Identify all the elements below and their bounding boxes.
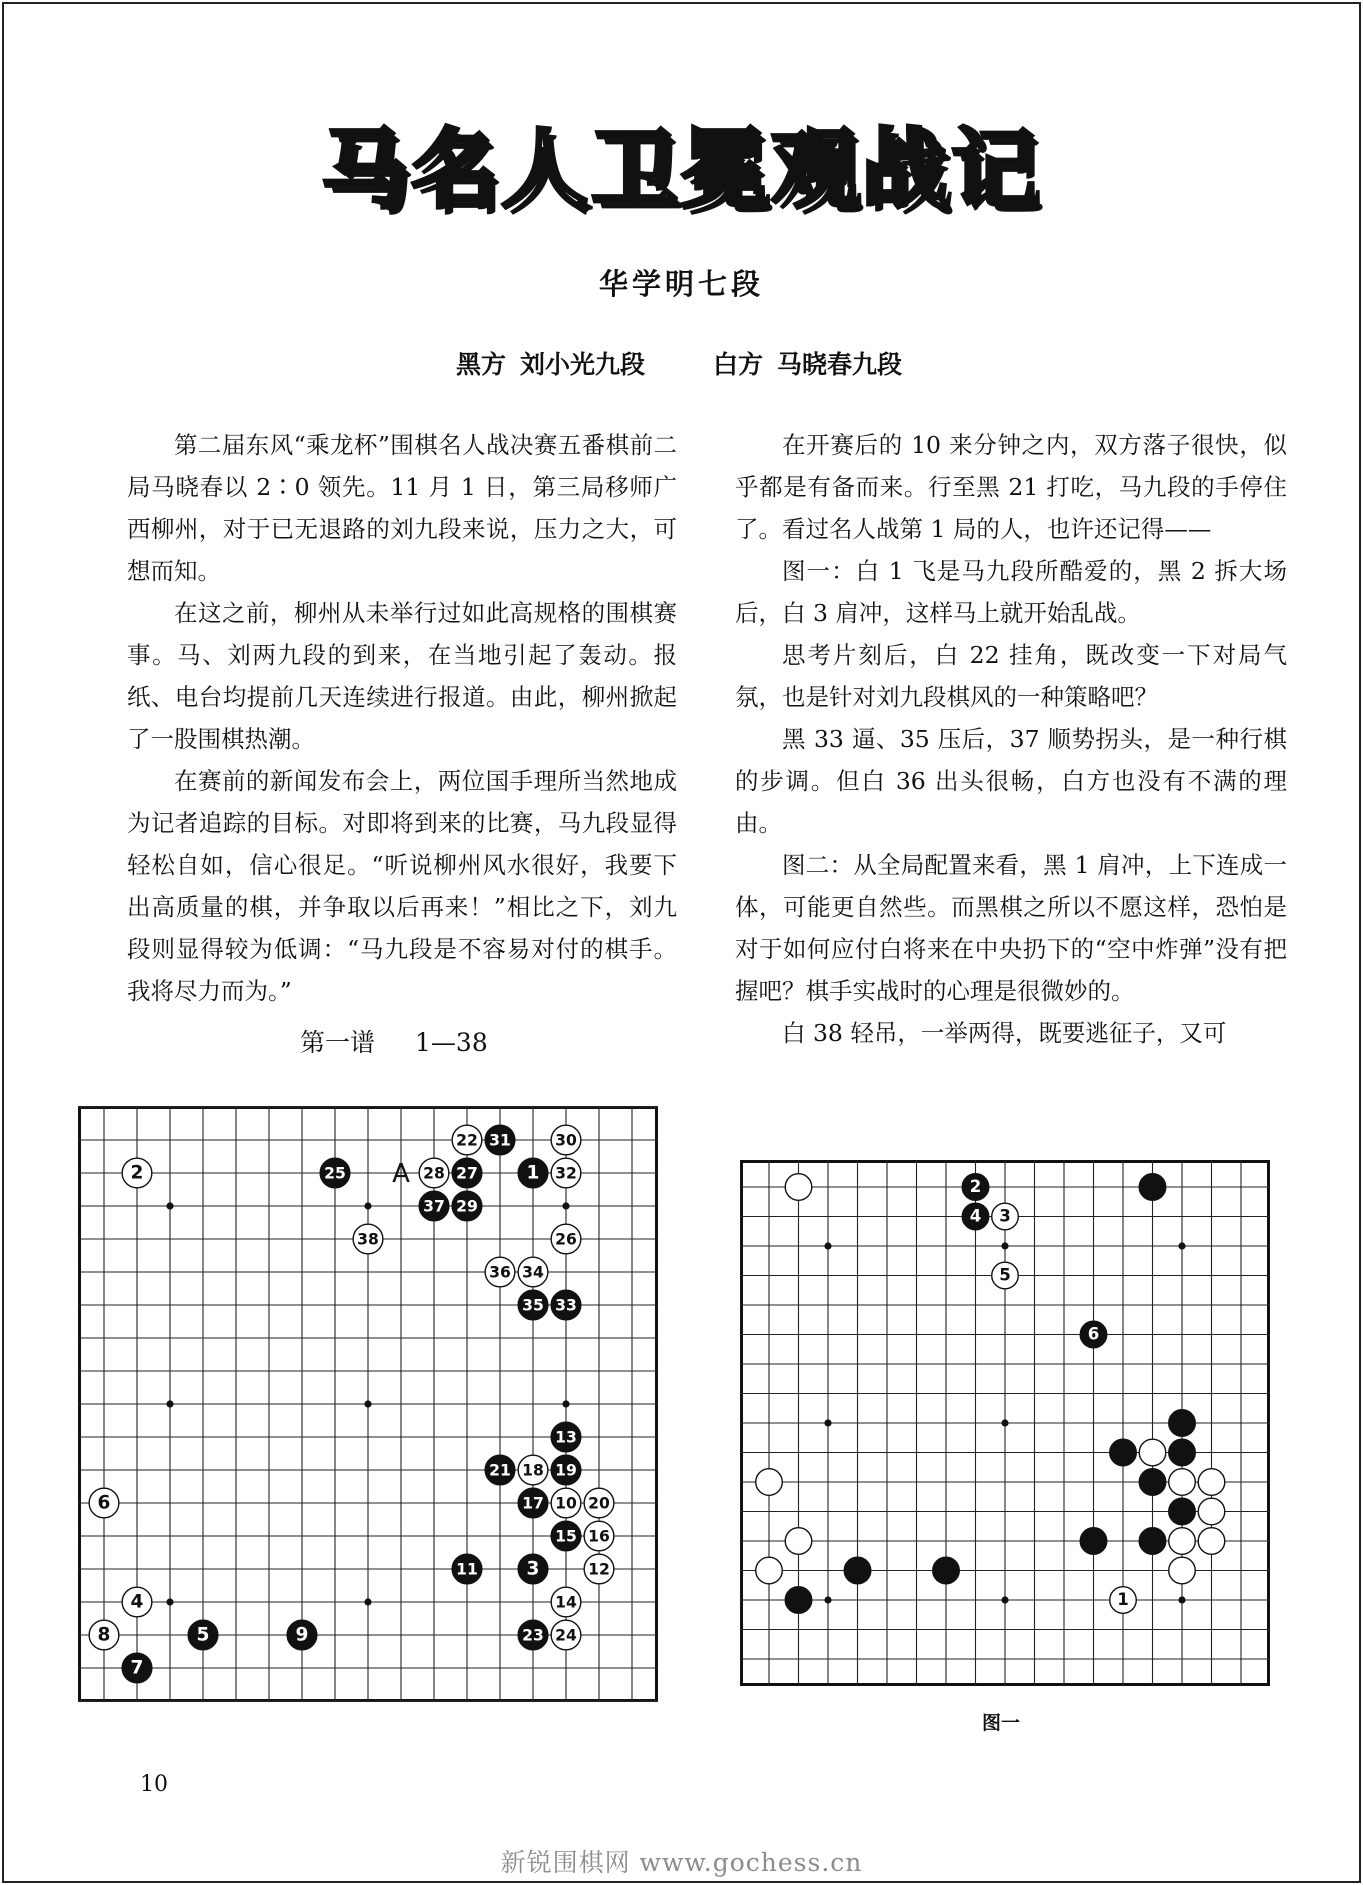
move-number: 5	[196, 1624, 210, 1646]
move-number: 1	[526, 1162, 540, 1184]
move-number: 34	[522, 1263, 544, 1282]
paragraph: 图一：白 1 飞是马九段所酷爱的，黑 2 拆大场后，白 3 肩冲，这样马上就开始乱战。	[735, 557, 1287, 627]
move-number: 24	[555, 1626, 577, 1645]
star-point	[1178, 1242, 1185, 1249]
move-number: 6	[97, 1492, 111, 1514]
move-number: 7	[130, 1657, 144, 1679]
move-number: 12	[588, 1560, 610, 1579]
paragraph: 思考片刻后，白 22 挂角，既改变一下对局气氛，也是针对刘九段棋风的一种策略吧？	[735, 641, 1287, 711]
figure-caption: 图一	[982, 1712, 1021, 1734]
white-stone	[1198, 1528, 1225, 1555]
move-number: 3	[526, 1558, 540, 1580]
move-number: 23	[522, 1626, 544, 1645]
white-stone	[756, 1557, 783, 1584]
move-number: 5	[999, 1265, 1011, 1285]
go-board-record-1	[78, 1106, 658, 1702]
white-label: 白方	[713, 350, 764, 379]
move-number: 13	[555, 1428, 577, 1447]
star-point	[824, 1242, 831, 1249]
players-line	[456, 345, 916, 381]
black-stone	[1169, 1410, 1196, 1437]
white-stone	[785, 1174, 812, 1201]
white-stone	[1169, 1469, 1196, 1496]
go-board-figure-1	[740, 1160, 1270, 1686]
move-number: 37	[423, 1197, 445, 1216]
paragraph: 第二届东风“乘龙杯”围棋名人战决赛五番棋前二局马晓春以 2∶0 领先。11 月 1 日，第三局移师广西柳州，对于已无退路的刘九段来说，压力之大，可想而知。	[127, 431, 677, 585]
star-point	[364, 1598, 371, 1605]
move-number: 14	[555, 1593, 577, 1612]
move-number: 36	[489, 1263, 511, 1282]
black-stone	[1080, 1528, 1107, 1555]
star-point	[1001, 1596, 1008, 1603]
black-stone	[1110, 1439, 1137, 1466]
record-title: 第一谱	[300, 1028, 376, 1057]
move-number: 20	[588, 1494, 610, 1513]
black-stone	[1169, 1439, 1196, 1466]
move-number: 4	[130, 1591, 144, 1613]
paragraph: 在开赛后的 10 来分钟之内，双方落子很快，似乎都是有备而来。行至黑 21 打吃，马九段的手停住了。看过名人战第 1 局的人，也许还记得——	[735, 431, 1287, 543]
move-number: 15	[555, 1527, 577, 1546]
move-number: 30	[555, 1131, 577, 1150]
move-number: 10	[555, 1494, 577, 1513]
move-number: 35	[522, 1296, 544, 1315]
white-stone	[1169, 1528, 1196, 1555]
move-number: 6	[1087, 1324, 1100, 1344]
star-point	[1178, 1596, 1185, 1603]
star-point	[1001, 1242, 1008, 1249]
star-point	[166, 1598, 173, 1605]
move-number: 3	[999, 1206, 1011, 1226]
move-number: 8	[97, 1624, 111, 1646]
move-number: 29	[456, 1197, 478, 1216]
star-point	[562, 1202, 569, 1209]
move-number: 1	[1117, 1589, 1129, 1609]
black-player: 刘小光九段	[520, 350, 646, 379]
black-stone	[1139, 1528, 1166, 1555]
move-number: 18	[522, 1461, 544, 1480]
move-number: 21	[489, 1461, 511, 1480]
star-point	[1001, 1419, 1008, 1426]
move-number: 22	[456, 1131, 478, 1150]
star-point	[364, 1400, 371, 1407]
left-column	[127, 424, 677, 1012]
black-stone	[844, 1557, 871, 1584]
paragraph: 黑 33 逼、35 压后，37 顺势拐头，是一种行棋的步调。但白 36 出头很畅，白方也没有不满的理由。	[735, 725, 1287, 837]
move-number: 9	[295, 1624, 309, 1646]
move-number: 17	[522, 1494, 544, 1513]
white-stone	[785, 1528, 812, 1555]
star-point	[166, 1400, 173, 1407]
move-number: 33	[555, 1296, 577, 1315]
paragraph: 在这之前，柳州从未举行过如此高规格的围棋赛事。马、刘两九段的到来，在当地引起了轰动。报纸、电台均提前几天连续进行报道。由此，柳州掀起了一股围棋热潮。	[127, 599, 677, 753]
star-point	[166, 1202, 173, 1209]
author-byline: 华学明七段	[598, 267, 764, 301]
white-player: 马晓春九段	[777, 350, 903, 379]
watermark: 新锐围棋网 www.gochess.cn	[500, 1848, 863, 1877]
article-title: 马名人卫冕观战记	[321, 120, 1042, 220]
move-number: 25	[324, 1164, 346, 1183]
paragraph: 在赛前的新闻发布会上，两位国手理所当然地成为记者追踪的目标。对即将到来的比赛，马九段显得轻松自如，信心很足。“听说柳州风水很好，我要下出高质量的棋，并争取以后再来！”相比之下，刘九段则显得较为低调：“马九段是不容易对付的棋手。我将尽力而为。”	[127, 767, 677, 1005]
record-caption	[300, 1023, 488, 1059]
board-label-a: A	[392, 1159, 410, 1189]
white-stone	[1198, 1469, 1225, 1496]
right-column	[735, 424, 1287, 1054]
move-number: 32	[555, 1164, 577, 1183]
move-number: 11	[456, 1560, 478, 1579]
move-number: 26	[555, 1230, 577, 1249]
paragraph: 白 38 轻吊，一举两得，既要逃征子，又可	[782, 1019, 1227, 1047]
star-point	[364, 1202, 371, 1209]
star-point	[824, 1419, 831, 1426]
move-number: 16	[588, 1527, 610, 1546]
paragraph: 图二：从全局配置来看，黑 1 肩冲，上下连成一体，可能更自然些。而黑棋之所以不愿这样，恐怕是对于如何应付白将来在中央扔下的“空中炸弹”没有把握吧？棋手实战时的心理是很微妙的。	[735, 851, 1287, 1005]
star-point	[562, 1400, 569, 1407]
black-label: 黑方	[456, 350, 507, 379]
white-stone	[1198, 1498, 1225, 1525]
black-stone	[1169, 1498, 1196, 1525]
black-stone	[785, 1587, 812, 1614]
white-stone	[756, 1469, 783, 1496]
move-number: 19	[555, 1461, 577, 1480]
white-stone	[1139, 1439, 1166, 1466]
white-stone	[1169, 1557, 1196, 1584]
move-number: 2	[969, 1176, 982, 1196]
black-stone	[1139, 1174, 1166, 1201]
star-point	[824, 1596, 831, 1603]
move-number: 4	[969, 1206, 982, 1226]
page-number: 10	[140, 1772, 168, 1797]
move-number: 2	[130, 1162, 144, 1184]
move-number: 27	[456, 1164, 478, 1183]
black-stone	[1139, 1469, 1166, 1496]
move-number: 28	[423, 1164, 445, 1183]
move-number: 31	[489, 1131, 511, 1150]
black-stone	[933, 1557, 960, 1584]
move-number: 38	[357, 1230, 379, 1249]
record-range: 1—38	[415, 1028, 488, 1057]
